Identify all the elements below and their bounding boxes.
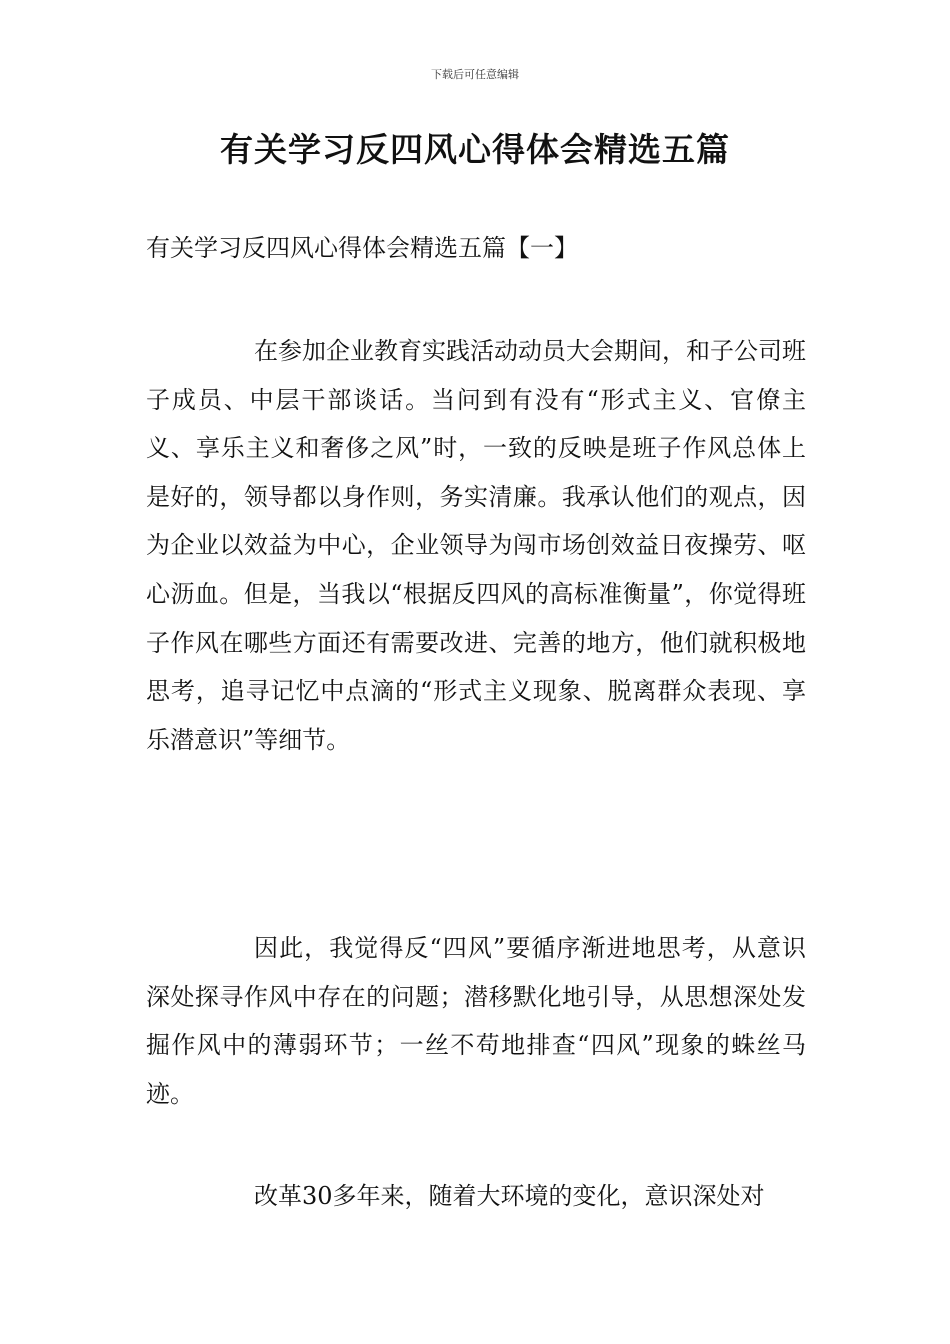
section-heading: 有关学习反四风心得体会精选五篇【一】 <box>146 234 578 262</box>
document-title: 有关学习反四风心得体会精选五篇 <box>220 130 730 169</box>
page-header-note: 下载后可任意编辑 <box>431 68 519 81</box>
paragraph: 改革30多年来，随着大环境的变化，意识深处对 <box>254 1182 765 1210</box>
paragraph: 在参加企业教育实践活动动员大会期间，和子公司班子成员、中层干部谈话。当问到有没有“形式主义、官僚主义、享乐主义和奢侈之风”时，一致的反映是班子作风总体上是好的，领导都以身作则，务实清廉。我承认他们的观点，因为企业以效益为中心，企业领导为闯市场创效益日夜操劳、呕心沥血。但是，当我以“根据反四风的高标准衡量”，你觉得班子作风在哪些方面还有需要改进、完善的地方，他们就积极地思考，追寻记忆中点滴的“形式主义现象、脱离群众表现、享乐潜意识”等细节。 <box>146 337 806 754</box>
paragraph: 因此，我觉得反“四风”要循序渐进地思考，从意识深处探寻作风中存在的问题；潜移默化地引导，从思想深处发掘作风中的薄弱环节；一丝不苟地排查“四风”现象的蛛丝马迹。 <box>146 934 806 1108</box>
